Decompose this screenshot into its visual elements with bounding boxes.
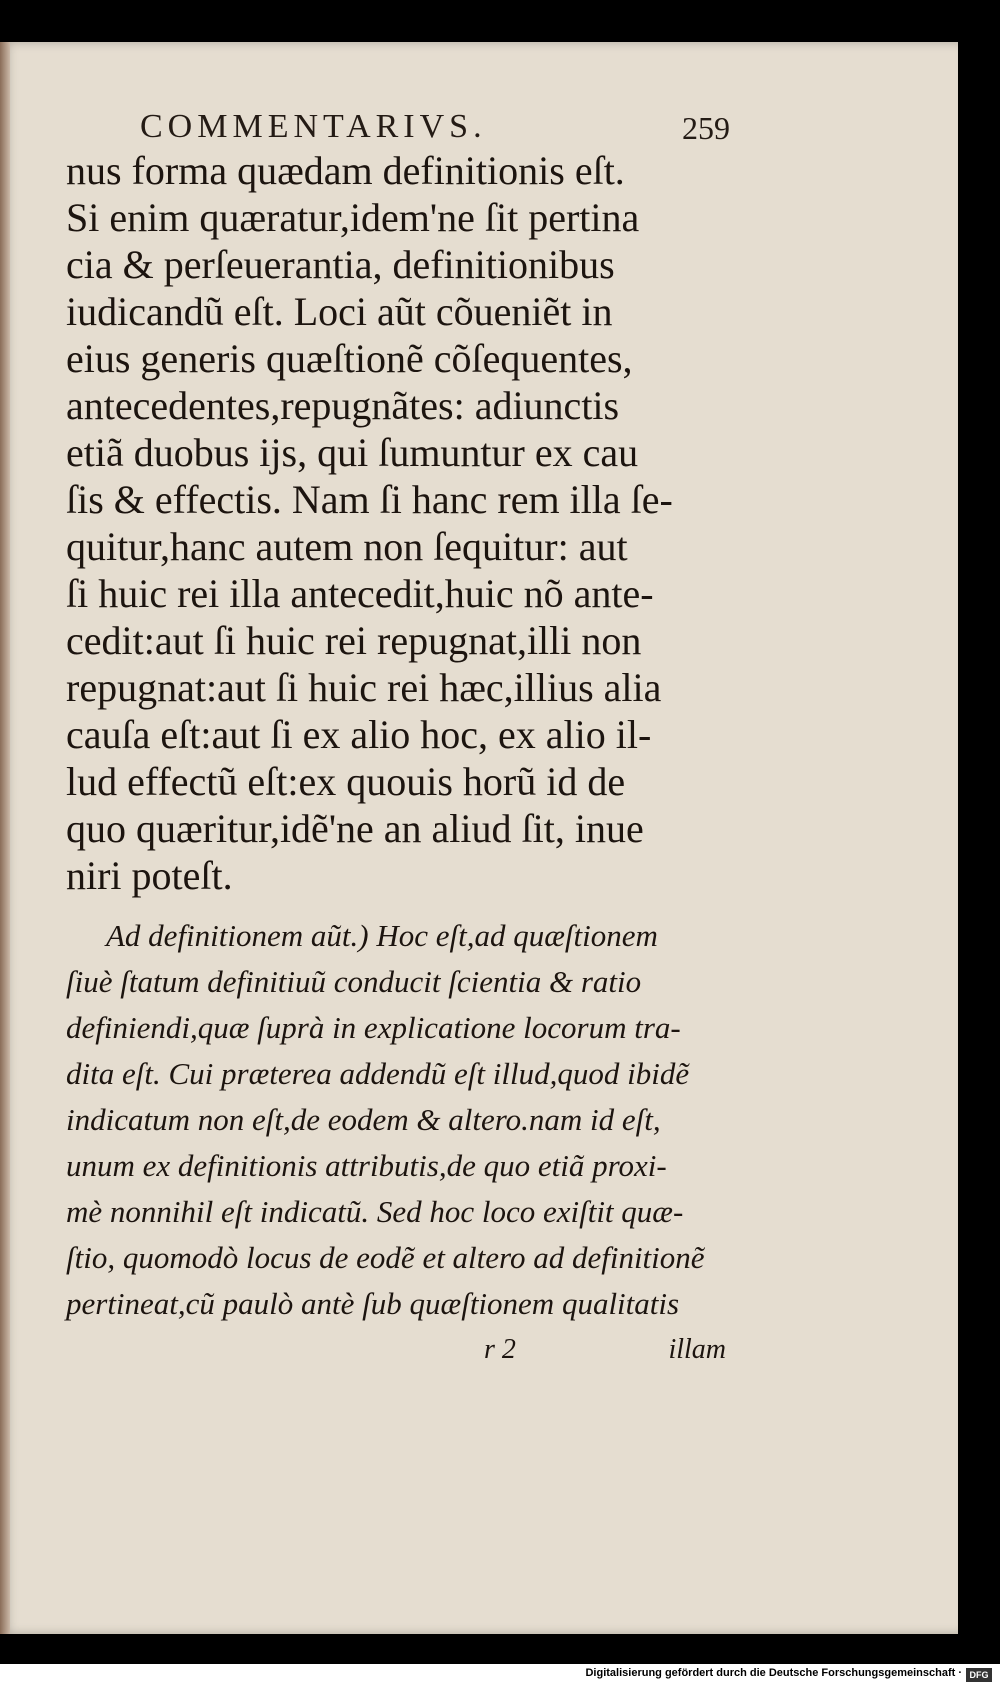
commentary-line: ſtio, quomodò locus de eodẽ et altero ad definitionẽ	[66, 1240, 705, 1275]
digitization-footer	[0, 1664, 1000, 1686]
main-text-line: niri poteſt.	[66, 853, 233, 898]
main-text-line: ſis & effectis. Nam ſi hanc rem illa ſe-	[66, 477, 673, 522]
dfg-logo: DFG	[966, 1668, 992, 1682]
page-foot	[66, 1329, 726, 1371]
main-text-line: nus forma quædam definitionis eſt.	[66, 148, 625, 193]
main-text-line: Si enim quæratur,idem'ne ſit pertina	[66, 195, 640, 240]
commentary-line: Ad definitionem aũt.) Hoc eſt,ad quæſtionem	[106, 918, 658, 953]
page-spine-shadow	[0, 42, 10, 1634]
commentary-line: pertineat,cũ paulò antè ſub quæſtionem qualitatis	[66, 1286, 680, 1321]
main-text-line: cia & perſeuerantia, definitionibus	[66, 242, 615, 287]
main-text-line: quo quæritur,idẽ'ne an aliud ſit, inue	[66, 806, 644, 851]
main-text-line: cauſa eſt:aut ſi ex alio hoc, ex alio il-	[66, 712, 652, 757]
commentary-line: definiendi,quæ ſuprà in explicatione locorum tra-	[66, 1010, 681, 1045]
main-text-line: quitur,hanc autem non ſequitur: aut	[66, 524, 628, 569]
commentary-line: indicatum non eſt,de eodem & altero.nam id eſt,	[66, 1102, 661, 1137]
running-head: COMMENTARIVS.	[140, 108, 487, 145]
catchword: illam	[668, 1334, 726, 1365]
main-text-line: repugnat:aut ſi huic rei hæc,illius alia	[66, 665, 662, 710]
text-block	[66, 147, 726, 1371]
main-text-line: cedit:aut ſi huic rei repugnat,illi non	[66, 618, 642, 663]
commentary-line: unum ex definitionis attributis,de quo etiã proxi-	[66, 1148, 667, 1183]
main-text-line: ſi huic rei illa antecedit,huic nõ ante-	[66, 571, 654, 616]
main-text-line: eius generis quæſtionẽ cõſequentes,	[66, 336, 633, 381]
signature-mark: r 2	[484, 1334, 516, 1365]
commentary-line: ſiuè ſtatum definitiuũ conducit ſcientia & ratio	[66, 964, 642, 999]
book-page	[0, 42, 958, 1634]
main-text-line: iudicandũ eſt. Loci aũt cõueniẽt in	[66, 289, 613, 334]
commentary-line: dita eſt. Cui præterea addendũ eſt illud,quod ibidẽ	[66, 1056, 690, 1091]
page-header	[140, 108, 730, 152]
funding-credit: Digitalisierung gefördert durch die Deutsche Forschungsgemeinschaft ·	[585, 1667, 962, 1679]
main-text	[66, 147, 726, 899]
main-text-line: antecedentes,repugnãtes: adiunctis	[66, 383, 620, 428]
commentary-line: mè nonnihil eſt indicatũ. Sed hoc loco exiſtit quæ-	[66, 1194, 684, 1229]
main-text-line: etiã duobus ijs, qui ſumuntur ex cau	[66, 430, 639, 475]
page-number: 259	[682, 110, 730, 146]
commentary-text	[66, 913, 726, 1327]
main-text-line: lud effectũ eſt:ex quouis horũ id de	[66, 759, 626, 804]
